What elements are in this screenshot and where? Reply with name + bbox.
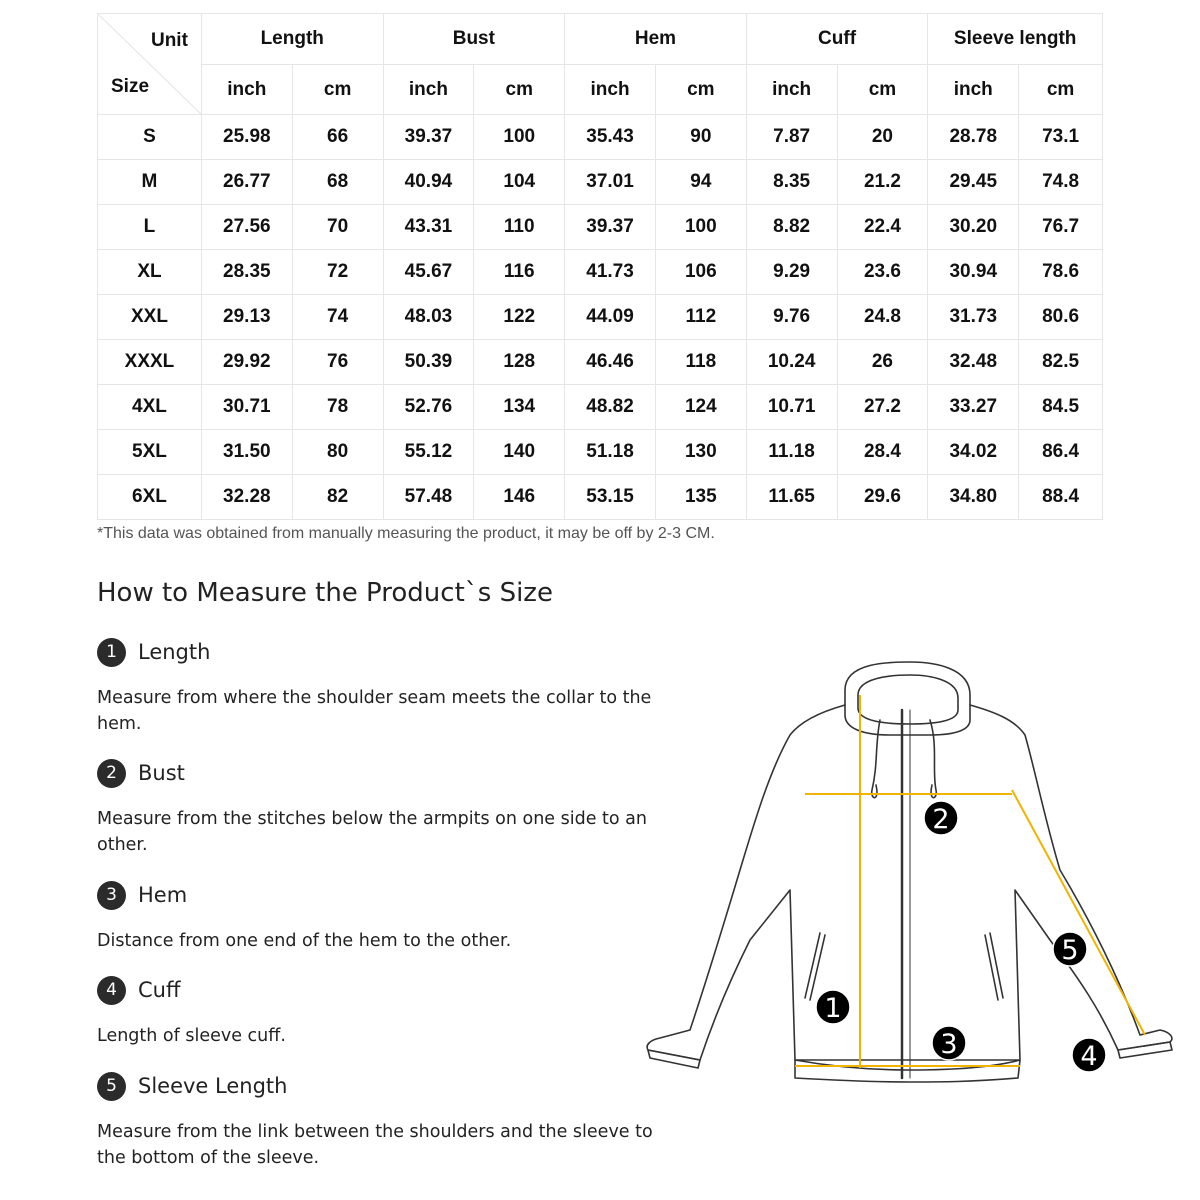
table-row [98,250,1103,295]
step-name: Hem [138,883,188,907]
sleeve-length-measure-line [1012,790,1145,1035]
measurement-cell: 140 [474,430,565,475]
measurement-cell: 48.03 [383,295,474,340]
step-description: Measure from where the shoulder seam meets the collar to the hem. [97,688,652,734]
step-number-badge: 4 [97,976,126,1005]
group-header-bust: Bust [383,14,565,65]
measurement-cell: 124 [655,385,746,430]
measurement-cell: 29.13 [201,295,292,340]
callout-1-label: 1 [824,993,842,1024]
measurement-cell: 80 [292,430,383,475]
measurement-cell: 31.50 [201,430,292,475]
measurement-cell: 10.24 [746,340,837,385]
measurement-cell: 118 [655,340,746,385]
measurement-cell: 39.37 [383,115,474,160]
measurement-cell: 32.48 [928,340,1019,385]
measurement-cell: 51.18 [565,430,656,475]
table-corner-header [98,14,202,115]
measurement-cell: 68 [292,160,383,205]
callout-2-label: 2 [932,804,950,835]
unit-header-cell: inch [928,65,1019,115]
measurement-cell: 44.09 [565,295,656,340]
measurement-cell: 100 [655,205,746,250]
measurement-cell: 9.76 [746,295,837,340]
measurement-cell: 78 [292,385,383,430]
measurement-cell: 35.43 [565,115,656,160]
measurement-cell: 135 [655,475,746,520]
corner-unit-label: Unit [150,30,188,51]
measurement-cell: 146 [474,475,565,520]
measurement-cell: 66 [292,115,383,160]
measurement-cell: 134 [474,385,565,430]
hoodie-measurement-diagram [640,650,1180,1090]
step-name: Cuff [138,978,181,1002]
callout-3 [932,1026,966,1060]
step-name: Bust [138,761,185,785]
measurement-cell: 8.82 [746,205,837,250]
size-label-cell: 5XL [98,430,202,475]
measurement-cell: 100 [474,115,565,160]
size-label-cell: L [98,205,202,250]
measurement-cell: 41.73 [565,250,656,295]
measurement-cell: 30.71 [201,385,292,430]
measurement-cell: 23.6 [837,250,928,295]
table-row [98,295,1103,340]
unit-header-cell: cm [474,65,565,115]
group-header-cuff: Cuff [746,14,928,65]
size-chart-table [97,13,1103,520]
step-description: Measure from the link between the shoulders and the sleeve to the bottom of the sleeve. [97,1122,653,1168]
measurement-cell: 122 [474,295,565,340]
measurement-cell: 45.67 [383,250,474,295]
measurement-cell: 28.78 [928,115,1019,160]
measurement-cell: 76 [292,340,383,385]
callout-3-label: 3 [940,1029,958,1060]
measurement-cell: 90 [655,115,746,160]
measurement-cell: 31.73 [928,295,1019,340]
measurement-cell: 76.7 [1019,205,1103,250]
measurement-cell: 39.37 [565,205,656,250]
measurement-cell: 110 [474,205,565,250]
measurement-cell: 27.2 [837,385,928,430]
corner-size-label: Size [111,76,150,97]
measurement-cell: 78.6 [1019,250,1103,295]
measurement-cell: 80.6 [1019,295,1103,340]
unit-header-cell: inch [383,65,474,115]
measurement-cell: 29.45 [928,160,1019,205]
table-row [98,160,1103,205]
callout-5-label: 5 [1061,935,1079,966]
step-description: Measure from the stitches below the armpits on one side to an other. [97,809,647,855]
measurement-note: *This data was obtained from manually measuring the product, it may be off by 2-3 CM. [97,525,715,542]
measurement-cell: 9.29 [746,250,837,295]
measurement-cell: 72 [292,250,383,295]
measurement-cell: 22.4 [837,205,928,250]
measurement-cell: 29.6 [837,475,928,520]
measurement-cell: 26 [837,340,928,385]
measurement-cell: 82.5 [1019,340,1103,385]
measurement-cell: 46.46 [565,340,656,385]
group-header-sleeve-length: Sleeve length [928,14,1103,65]
measurement-cell: 21.2 [837,160,928,205]
group-header-length: Length [201,14,383,65]
size-label-cell: XXXL [98,340,202,385]
table-row [98,430,1103,475]
measurement-cell: 50.39 [383,340,474,385]
size-label-cell: 4XL [98,385,202,430]
table-row [98,115,1103,160]
measurement-cell: 40.94 [383,160,474,205]
step-description: Length of sleeve cuff. [97,1026,286,1046]
callout-5 [1053,932,1087,966]
measurement-cell: 20 [837,115,928,160]
size-label-cell: 6XL [98,475,202,520]
measurement-cell: 104 [474,160,565,205]
unit-header-cell: inch [746,65,837,115]
measurement-cell: 27.56 [201,205,292,250]
measurement-cell: 84.5 [1019,385,1103,430]
measurement-cell: 37.01 [565,160,656,205]
unit-header-cell: cm [655,65,746,115]
table-row [98,385,1103,430]
measurement-cell: 52.76 [383,385,474,430]
group-header-hem: Hem [565,14,747,65]
measurement-cell: 34.02 [928,430,1019,475]
step-bust [97,758,657,858]
size-label-cell: M [98,160,202,205]
measurement-cell: 25.98 [201,115,292,160]
step-number-badge: 2 [97,759,126,788]
step-name: Sleeve Length [138,1074,288,1098]
measurement-cell: 48.82 [565,385,656,430]
measurement-cell: 24.8 [837,295,928,340]
unit-header-cell: cm [292,65,383,115]
measurement-cell: 116 [474,250,565,295]
measurement-cell: 130 [655,430,746,475]
measurement-cell: 28.4 [837,430,928,475]
step-description: Distance from one end of the hem to the other. [97,931,512,951]
measurement-cell: 57.48 [383,475,474,520]
measurement-cell: 11.65 [746,475,837,520]
measurement-cell: 29.92 [201,340,292,385]
step-number-badge: 3 [97,881,126,910]
measurement-cell: 74 [292,295,383,340]
measurement-cell: 10.71 [746,385,837,430]
howto-title: How to Measure the Product`s Size [97,578,553,608]
step-hem [97,880,657,954]
step-length [97,637,657,737]
unit-header-cell: inch [201,65,292,115]
callout-4-label: 4 [1080,1041,1098,1072]
measurement-cell: 30.20 [928,205,1019,250]
measurement-cell: 34.80 [928,475,1019,520]
measurement-cell: 26.77 [201,160,292,205]
measurement-cell: 94 [655,160,746,205]
measurement-cell: 55.12 [383,430,474,475]
measurement-cell: 8.35 [746,160,837,205]
unit-header-cell: cm [837,65,928,115]
measurement-cell: 33.27 [928,385,1019,430]
measurement-cell: 30.94 [928,250,1019,295]
measurement-cell: 128 [474,340,565,385]
step-number-badge: 1 [97,638,126,667]
measurement-cell: 106 [655,250,746,295]
callout-2 [924,801,958,835]
measurement-cell: 73.1 [1019,115,1103,160]
table-row [98,205,1103,250]
measurement-cell: 43.31 [383,205,474,250]
measurement-cell: 86.4 [1019,430,1103,475]
table-row [98,340,1103,385]
measurement-cell: 28.35 [201,250,292,295]
step-name: Length [138,640,211,664]
measurement-cell: 74.8 [1019,160,1103,205]
size-label-cell: XL [98,250,202,295]
callout-4 [1072,1038,1106,1072]
size-label-cell: S [98,115,202,160]
step-number-badge: 5 [97,1072,126,1101]
step-cuff [97,975,657,1049]
hoodie-outline [647,662,1172,1082]
measurement-cell: 32.28 [201,475,292,520]
measurement-cell: 112 [655,295,746,340]
measurement-cell: 88.4 [1019,475,1103,520]
unit-header-cell: cm [1019,65,1103,115]
measurement-cell: 7.87 [746,115,837,160]
size-label-cell: XXL [98,295,202,340]
callout-1 [816,990,850,1024]
measurement-cell: 11.18 [746,430,837,475]
measurement-cell: 70 [292,205,383,250]
measurement-cell: 82 [292,475,383,520]
measurement-cell: 53.15 [565,475,656,520]
table-row [98,475,1103,520]
unit-header-cell: inch [565,65,656,115]
step-sleeve-length [97,1071,657,1171]
